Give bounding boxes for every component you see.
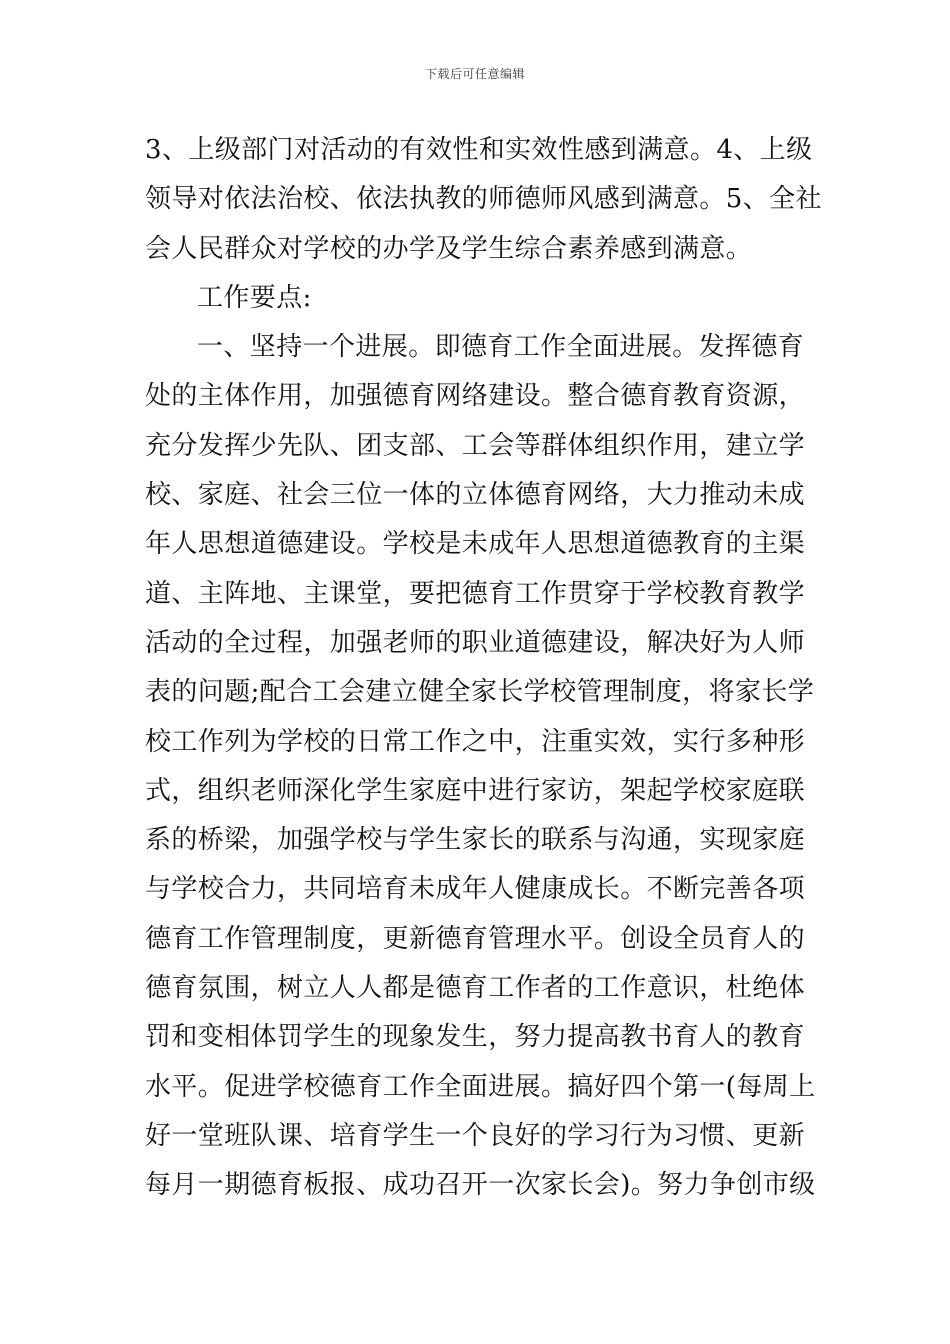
text-line: 德育工作管理制度，更新德育管理水平。创设全员育人的 xyxy=(145,923,806,954)
text-line: 活动的全过程，加强老师的职业道德建设，解决好为人师 xyxy=(145,627,806,658)
text-line: 罚和变相体罚学生的现象发生，努力提高教书育人的教育 xyxy=(145,1022,806,1053)
body-text xyxy=(145,126,822,1211)
text-line: 每月一期德育板报、成功召开一次家长会)。努力争创市级 xyxy=(145,1170,816,1201)
text-line: 充分发挥少先队、团支部、工会等群体组织作用，建立学 xyxy=(145,430,806,461)
text-line: 处的主体作用，加强德育网络建设。整合德育教育资源， xyxy=(145,381,806,412)
page-header: 下载后可任意编辑 xyxy=(424,67,525,81)
text-line: 道、主阵地、主课堂，要把德育工作贯穿于学校教育教学 xyxy=(145,578,806,609)
section-heading: 工作要点: xyxy=(197,282,312,313)
text-line: 3、上级部门对活动的有效性和实效性感到满意。4、上级 xyxy=(145,135,813,165)
text-line: 与学校合力，共同培育未成年人健康成长。不断完善各项 xyxy=(145,874,806,905)
text-line: 系的桥梁，加强学校与学生家长的联系与沟通，实现家庭 xyxy=(145,825,806,856)
text-line: 领导对依法治校、依法执教的师德师风感到满意。5、全社 xyxy=(145,184,822,215)
paragraph-first-line: 一、坚持一个进展。即德育工作全面进展。发挥德育 xyxy=(197,332,805,363)
text-line: 式，组织老师深化学生家庭中进行家访，架起学校家庭联 xyxy=(145,775,806,806)
text-line: 年人思想道德建设。学校是未成年人思想道德教育的主渠 xyxy=(145,529,806,560)
text-line: 校工作列为学校的日常工作之中，注重实效，实行多种形 xyxy=(145,726,806,757)
text-line: 水平。促进学校德育工作全面进展。搞好四个第一(每周上 xyxy=(145,1071,816,1102)
text-line: 好一堂班队课、培育学生一个良好的学习行为习惯、更新 xyxy=(145,1120,806,1151)
text-line: 校、家庭、社会三位一体的立体德育网络，大力推动未成 xyxy=(145,480,806,511)
text-line: 表的问题;配合工会建立健全家长学校管理制度，将家长学 xyxy=(145,677,815,708)
text-line: 会人民群众对学校的办学及学生综合素养感到满意。 xyxy=(145,233,753,264)
text-line: 德育氛围，树立人人都是德育工作者的工作意识，杜绝体 xyxy=(145,973,806,1004)
